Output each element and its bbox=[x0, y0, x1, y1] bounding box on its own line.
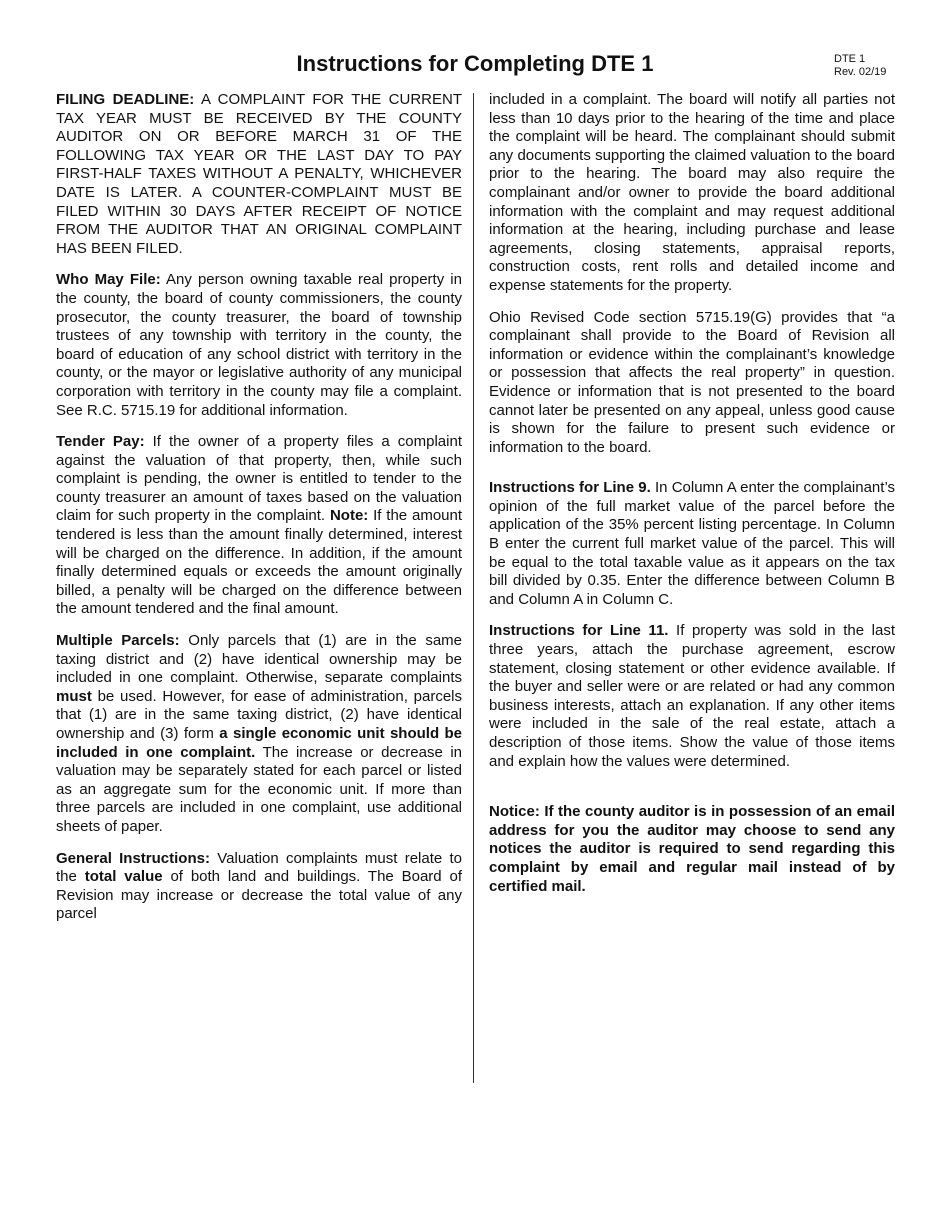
filing-deadline-text: A COMPLAINT FOR THE CURRENT TAX YEAR MUST BE RECEIVED BY THE COUNTY AUDITOR ON OR BEFORE MARCH 31 OF THE FOLLOWING TAX YEAR OR THE LAST DAY TO PAY FIRST-HALF TAXES WITHOUT A PENALTY, WHICHEVER DATE IS LATER. A COUNTER-COMPLAINT MUST BE FILED WITHIN 30 DAYS AFTER RECEIPT OF NOTICE FROM THE AUDITOR THAT AN ORIGINAL COMPLAINT HAS BEEN FILED. bbox=[56, 91, 463, 257]
right-column bbox=[489, 91, 895, 909]
line-9-text: In Column A enter the complainant’s opinion of the full market value of the parcel before the application of the 35% percent listing percentage. In Column B enter the current full market value of the parcel. This will be equal to the total taxable value as it appears on the tax bill divided by 0.35. Enter the difference between Column B and Column A in Column C. bbox=[489, 479, 896, 608]
multiple-parcels-must: must bbox=[56, 687, 92, 705]
filing-deadline-heading: FILING DEADLINE: bbox=[56, 91, 195, 108]
general-instructions-text: Valuation complaints must relate to the bbox=[56, 849, 462, 886]
tender-pay-text: If the owner of a property files a complaint against the valuation of that property, then, while such complaint is pending, the owner is entitled to tender to the county treasurer an amount of taxes based on the valuation claim for such property in the complaint. bbox=[56, 433, 462, 525]
filing-deadline-section bbox=[56, 91, 462, 258]
line-9-heading: Instructions for Line 9. bbox=[489, 479, 651, 497]
page-title: Instructions for Completing DTE 1 bbox=[296, 51, 654, 76]
multiple-parcels-economic-unit: a single economic unit should be included in one complaint. bbox=[56, 725, 463, 761]
tender-pay-note-text: If the amount tendered is less than the amount finally determined, interest will be charged on the difference. In addition, if the amount finally determined equals or exceeds the amount originally billed, a penalty will be charged on the difference between the amount tendered and the final amount. bbox=[56, 507, 463, 618]
multiple-parcels-text-3: The increase or decrease in valuation may be separately stated for each parcel or listed as an aggregate sum for the economic unit. If more than three parcels are included in one complaint, use additional sheets of paper. bbox=[56, 743, 462, 835]
email-notice bbox=[489, 803, 895, 896]
general-instructions-continuation: included in a complaint. The board will notify all parties not less than 10 days prior to the hearing of the time and place the complaint will be heard. The complainant should submit any documents supporting the claimed valuation to the board prior to the hearing. The board may also require the complainant and/or owner to provide the board additional information with the complaint and may request additional information at the hearing, including purchase and lease agreements, closing statements, appraisal reports, construction costs, rent rolls and detailed income and expense statements for the property. bbox=[489, 91, 895, 294]
form-identifier bbox=[834, 53, 886, 79]
tender-pay-section bbox=[56, 433, 462, 619]
who-may-file-section bbox=[56, 271, 462, 420]
multiple-parcels-section bbox=[56, 632, 462, 837]
line-11-heading: Instructions for Line 11. bbox=[489, 622, 669, 640]
column-divider bbox=[473, 93, 474, 1083]
tender-pay-note-label: Note: bbox=[329, 507, 369, 525]
line-9-section bbox=[489, 479, 895, 609]
revised-code-paragraph: Ohio Revised Code section 5715.19(G) provides that “a complainant shall provide to the Board of Revision all information or evidence within the complainant’s knowledge or possession that affects the real property” in question. Evidence or information that is not presented to the board cannot later be presented on any appeal, unless good cause is shown for the failure to present such evidence or information to the board. bbox=[489, 308, 895, 456]
form-code: DTE 1 bbox=[834, 53, 866, 65]
email-notice-text: Notice: If the county auditor is in possession of an email address for you the auditor may choose to send any notices the auditor is required to send regarding this complaint by email and regular mail instead of by certified mail. bbox=[489, 803, 895, 895]
general-instructions-section bbox=[56, 850, 462, 924]
who-may-file-heading: Who May File: bbox=[56, 271, 161, 289]
line-11-section bbox=[489, 622, 895, 771]
general-instructions-text-2: of both land and buildings. The Board of Revision may increase or decrease the total value of any parcel bbox=[56, 868, 462, 923]
multiple-parcels-heading: Multiple Parcels: bbox=[56, 632, 180, 650]
tender-pay-heading: Tender Pay: bbox=[56, 433, 145, 451]
multiple-parcels-text-2: be used. However, for ease of administration, parcels that (1) are in the same taxing district, (2) have identical ownership and (3) form bbox=[56, 687, 462, 742]
multiple-parcels-text: Only parcels that (1) are in the same taxing district and (2) have identical ownership may be included in one complaint. Otherwise, separate complaints bbox=[56, 632, 463, 687]
line-11-text: If property was sold in the last three years, attach the purchase agreement, escrow statement, closing statement or other evidence available. If the buyer and seller were or are related or had any common business interests, attach an explanation. If any other items were included in the sale of the real estate, attach a description of those items. Show the value of those items and explain how the values were determined. bbox=[489, 622, 895, 770]
revision-date: Rev. 02/19 bbox=[834, 66, 887, 78]
general-instructions-heading: General Instructions: bbox=[56, 849, 210, 867]
who-may-file-text: Any person owning taxable real property in the county, the board of county commissioners, the county prosecutor, the county treasurer, the board of township trustees of any township with territory in the county, the board of education of any school district with territory in the county, or the mayor or legislative authority of any municipal corporation with territory in the county may file a complaint. See R.C. 5715.19 for additional information. bbox=[56, 271, 462, 419]
left-column bbox=[56, 91, 462, 937]
general-instructions-total-value: total value bbox=[84, 868, 163, 886]
